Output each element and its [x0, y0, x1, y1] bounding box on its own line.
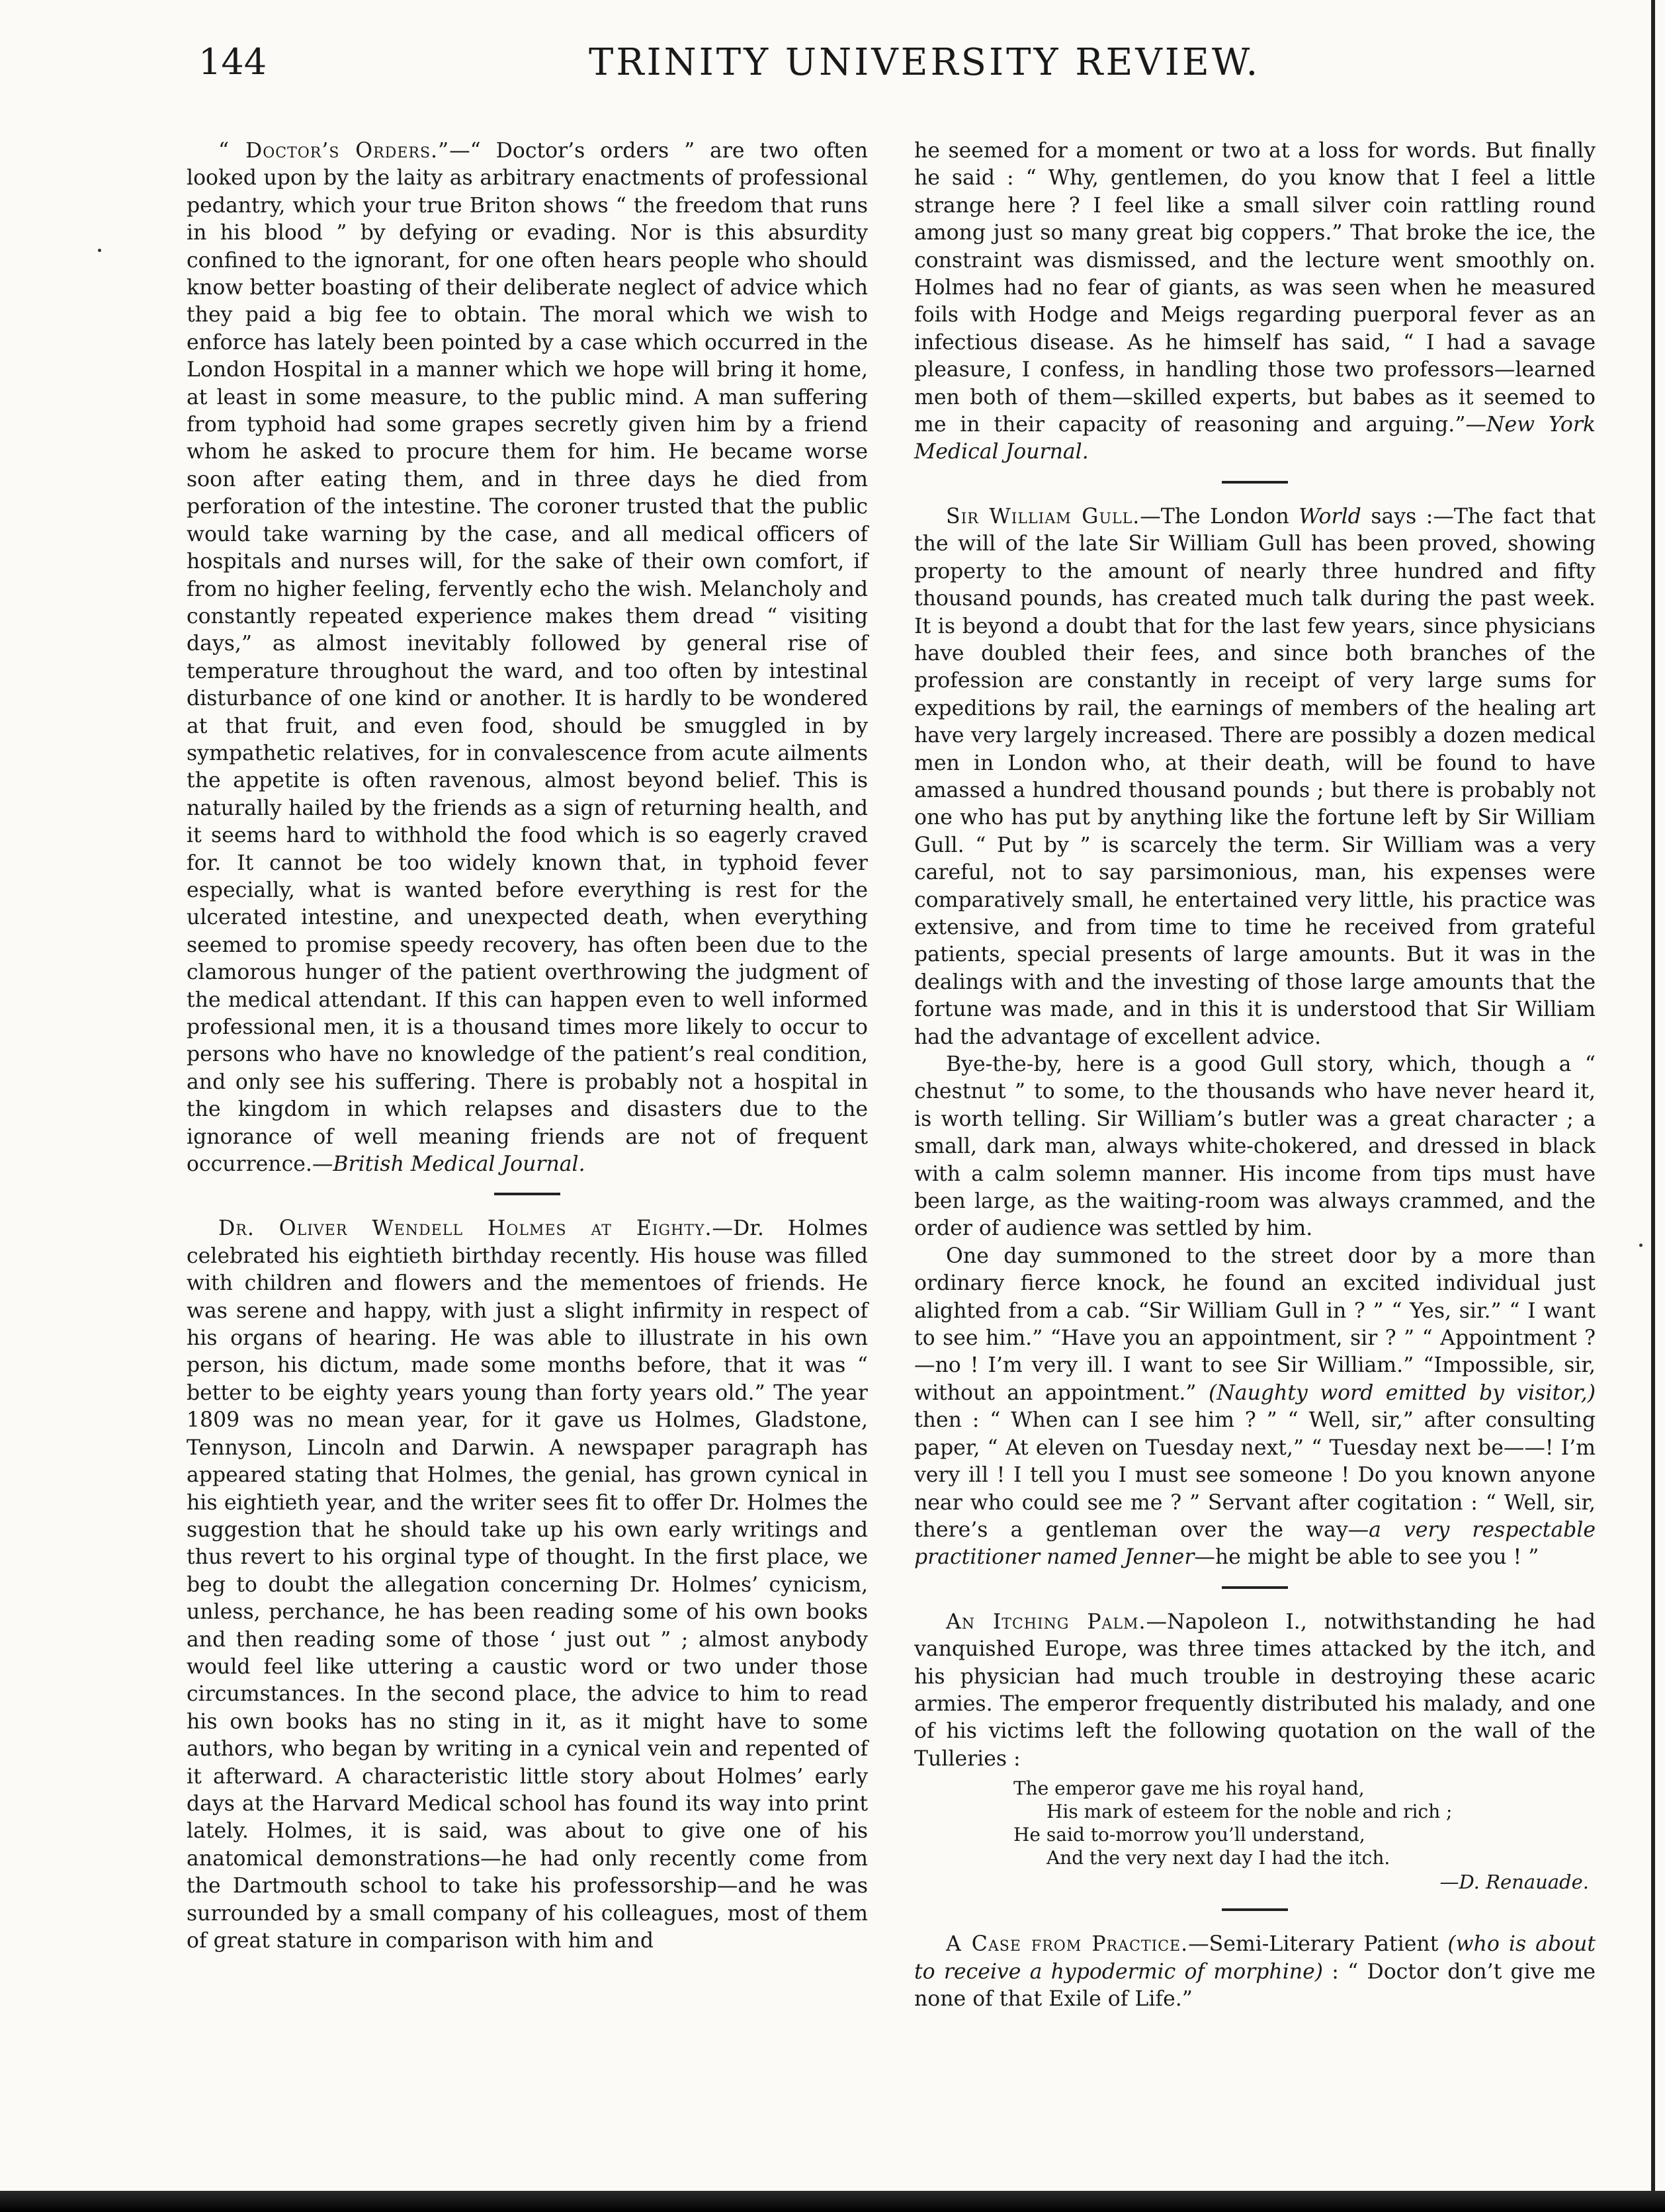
article-body: One day summoned to the street door by a more than ordinary fierce knock, he found an excited individual just alighted from a cab. “Sir William Gull in ? ” “ Yes, sir.” “ I want to see him.” “Have you an appointment, sir ? ” “ Appointment ?—no ! I’m very ill. I want to see Sir William.” “Impossible, sir, without an appointment.”	[914, 1244, 1596, 1405]
section-divider	[1222, 481, 1288, 484]
article-body: then : “ When can I see him ? ” “ Well, sir,” after consulting paper, “ At eleven on Tuesday next,” “ Tuesday next be——! I’m very ill ! I tell you I must see someone ! Do you known anyone near who could see me ? ” Servant after cogitation : “ Well, sir, there’s a gentleman over the way—	[914, 1408, 1596, 1542]
poem-line: His mark of esteem for the noble and rich ;	[1046, 1801, 1453, 1823]
scan-speck	[98, 249, 101, 252]
section-divider	[494, 1193, 560, 1195]
article-title: A Case from Practice.	[946, 1932, 1189, 1957]
left-column	[187, 138, 868, 1955]
article-source: —New York Medical Journal.	[914, 413, 1596, 464]
poem-line: He said to-morrow you’ll understand,	[1013, 1824, 1365, 1846]
right-column	[914, 138, 1596, 2013]
section-divider	[1222, 1586, 1288, 1589]
poem-attribution: —D. Renauade.	[1439, 1871, 1589, 1894]
italic-quote: a very respectable practitioner named Jenner	[914, 1517, 1596, 1570]
article-title: “ Doctor’s Orders.”	[218, 139, 450, 163]
article-body: —“ Doctor’s orders ” are two often looked upon by the laity as arbitrary enactments of professional pedantry, which your true Briton shows “ the freedom that runs in his blood ” by defying or evading. Nor is this absurdity confined to the ignorant, for one often hears people who should know better boasting of their deliberate neglect of advice which they paid a big fee to obtain. The moral which we wish to enforce has lately been pointed by a case which occurred in the London Hospital in a manner which we hope will bring it home, at least in some measure, to the public mind. A man suffering from typhoid had some grapes secretly given him by a friend whom he asked to procure them for him. He became worse soon after eating them, and in three days he died from perforation of the intestine. The coroner trusted that the public would take warning by the case, and all medical officers of hospitals and nurses will, for the sake of their own comfort, if from no higher feeling, fervently echo the wish. Melancholy and constantly repeated experience makes them dread “ visiting days,” as almost inevitably followed by general rise of temperature throughout the ward, and too often by intestinal disturbance of one kind or another. It is hardly to be wondered at that fruit, and even food, should be smuggled in by sympathetic relatives, for in convalescence from acute ailments the appetite is often ravenous, almost beyond belief. This is naturally hailed by the friends as a sign of returning health, and it seems hard to withhold the food which is so eagerly craved for. It cannot be too widely known that, in typhoid fever especially, what is wanted before everything is rest for the ulcerated intestine, and unexpected death, when everything seemed to promise speedy recovery, has often been due to the clamorous hunger of the patient overthrowing the judgment of the medical attendant. If this can happen even to well informed professional men, it is a thousand times more likely to occur to persons who have no knowledge of the patient’s real condition, and only see his suffering. There is probably not a hospital in the kingdom in which relapses and disasters due to the ignorance of well meaning friends are not of frequent occurrence.	[187, 139, 869, 1177]
article-source: —British Medical Journal.	[312, 1152, 585, 1177]
poem-line: The emperor gave me his royal hand,	[1013, 1777, 1365, 1800]
article-body: —Dr. Holmes celebrated his eightieth birthday recently. His house was filled with children and flowers and the mementoes of friends. He was serene and happy, with just a slight infirmity in respect of his organs of hearing. He was able to illustrate in his own person, his dictum, made some months before, that it was “ better to be eighty years young than forty years old.” The year 1809 was no mean year, for it gave us Holmes, Gladstone, Tennyson, Lincoln and Darwin. A newspaper paragraph has appeared stating that Holmes, the genial, has grown cynical in his eightieth year, and the writer sees fit to offer Dr. Holmes the suggestion that he should take up his own early writings and thus revert to his orginal type of thought. In the first place, we beg to doubt the allegation concerning Dr. Holmes’ cynicism, unless, perchance, he has been reading some of his own books and then reading some of those ‘ just out ” ; almost anybody would feel like uttering a caustic word or two under those circumstances. In the second place, the advice to him to read his own books has no sting in it, as it might have to some authors, who began by writing in a cynical vein and repented of it afterward. A characteristic little story about Holmes’ early days at the Harvard Medical school has found its way into print lately. Holmes, it is said, was about to give one of his anatomical demonstrations—he had only recently come from the Dartmouth school to take his professorship—and he was surrounded by a small company of his colleagues, most of them of great stature in comparison with him and	[187, 1216, 868, 1953]
poem-line: And the very next day I had the itch.	[1046, 1847, 1390, 1869]
article-gull-para2	[914, 1051, 1596, 1243]
scan-speck	[1639, 1244, 1643, 1247]
stage-direction: (who is about to receive a hypodermic of morphine)	[914, 1932, 1596, 1984]
article-body: —Napoleon I., notwithstanding he had vanquished Europe, was three times attacked by the itch, and his physician had much trouble in destroying these acaric armies. The emperor frequently distributed his malady, and one of his victims left the following quotation on the wall of the Tulleries :	[914, 1609, 1596, 1771]
scan-bottom-shadow	[0, 2191, 1665, 2212]
article-body: says :—The fact that the will of the late Sir William Gull has been proved, showing property to the amount of nearly three hundred and fifty thousand pounds, has created much talk during the past week. It is beyond a doubt that for the last few years, since physicians have doubled their fees, and since both branches of the profession are constantly in receipt of very large sums for expeditions by rail, the earnings of members of the healing art have very largely increased. There are possibly a dozen medical men in London who, at their death, will be found to have amassed a hundred thousand pounds ; but there is probably not one who has put by anything like the fortune left by Sir William Gull. “ Put by ” is scarcely the term. Sir William was a very careful, not to say parsimonious, man, his expenses were comparatively small, he entertained very little, his practice was extensive, and from time to time he received from grateful patients, special presents of large amounts. But it was in the dealings with and the investing of those large amounts that the fortune was made, and in this it is understood that Sir William had the advantage of excellent advice.	[914, 504, 1596, 1049]
stage-direction: (Naughty word emitted by visitor,)	[1208, 1381, 1596, 1405]
article-body-intro: —Semi-Literary Patient	[1188, 1932, 1448, 1957]
article-title: Dr. Oliver Wendell Holmes at Eighty.	[218, 1216, 712, 1241]
journal-title: TRINITY UNIVERSITY REVIEW.	[589, 41, 1261, 84]
article-gull	[914, 503, 1596, 1051]
page-binding-edge	[1651, 0, 1655, 2212]
article-title: Sir William Gull.	[946, 504, 1140, 529]
article-body-intro: —The London	[1140, 504, 1299, 529]
page-number: 144	[198, 41, 267, 83]
article-body: —he might be able to see you ! ”	[1194, 1545, 1539, 1570]
article-body: he seemed for a moment or two at a loss for words. But finally he said : “ Why, gentlemen, do you know that I feel a little strange here ? I feel like a small silver coin rattling round among just so many great big coppers.” That broke the ice, the constraint was dismissed, and the lecture went smoothly on. Holmes had no fear of giants, as was seen when he measured foils with Hodge and Meigs regarding puerporal fever as an infectious disease. As he himself has said, “ I had a savage pleasure, I confess, in handling those two professors—learned men both of them—skilled experts, but babes as it seemed to me in their capacity of reasoning and arguing.”	[914, 139, 1596, 437]
article-title: An Itching Palm.	[946, 1609, 1146, 1634]
poem	[914, 1777, 1596, 1894]
article-doctors-orders	[187, 138, 868, 1178]
article-body: : “ Doctor don’t give me none of that Exile of Life.”	[914, 1959, 1596, 2011]
newspaper-name: World	[1299, 504, 1361, 529]
article-holmes	[187, 1215, 868, 1955]
page-header	[198, 41, 1469, 94]
article-holmes-continued	[914, 138, 1596, 466]
article-case-from-practice	[914, 1931, 1596, 2013]
article-itching-palm	[914, 1609, 1596, 1773]
article-gull-para3	[914, 1243, 1596, 1572]
section-divider	[1222, 1908, 1288, 1911]
article-body: Bye-the-by, here is a good Gull story, which, though a “ chestnut ” to some, to the thousands who have never heard it, is worth telling. Sir William’s butler was a great character ; a small, dark man, always white-chokered, and dressed in black with a calm solemn manner. His income from tips must have been large, as the waiting-room was always crammed, and the order of audience was settled by him.	[914, 1052, 1596, 1241]
